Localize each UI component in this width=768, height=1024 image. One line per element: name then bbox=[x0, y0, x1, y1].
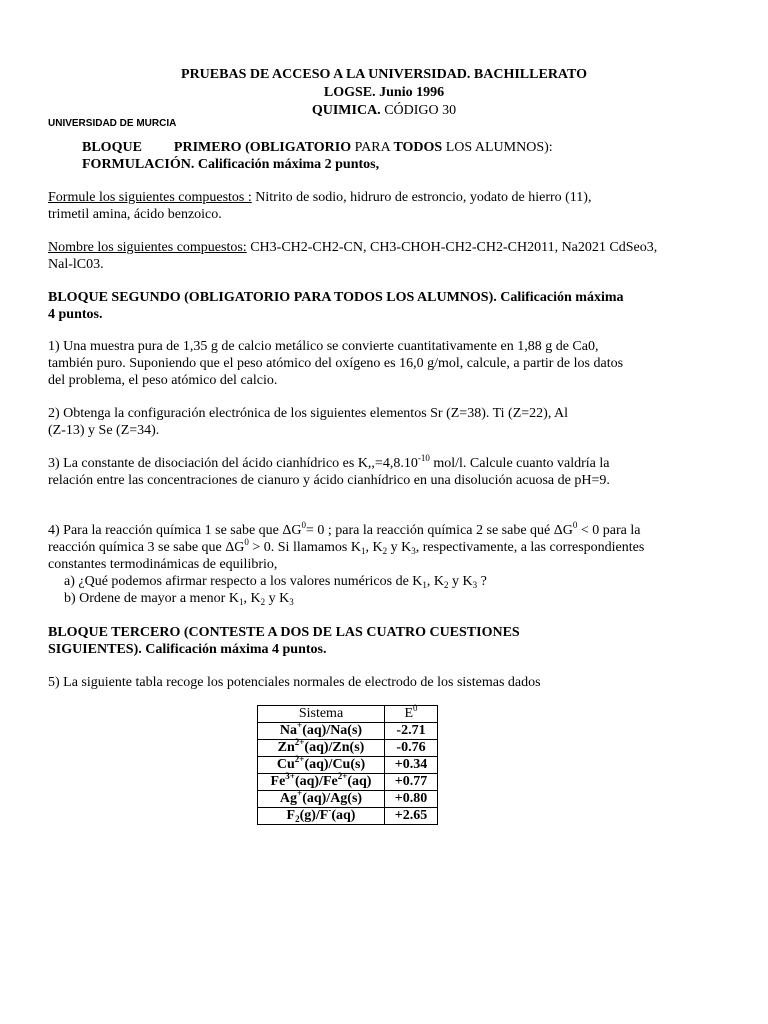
potential-cell: +0.80 bbox=[385, 791, 438, 808]
potential-cell: +2.65 bbox=[385, 808, 438, 825]
cell-part: F bbox=[286, 808, 296, 823]
q4-item-a bbox=[48, 573, 648, 590]
q4-sup-2: 0 bbox=[572, 520, 578, 530]
q4-b-3: y K bbox=[265, 591, 290, 606]
nombre-label: Nombre los siguientes compuestos: bbox=[48, 240, 247, 255]
bloque-tercero-heading: BLOQUE TERCERO (CONTESTE A DOS DE LAS CUATRO CUESTIONES SIGUIENTES). Calificación máxima 4 puntos. bbox=[48, 625, 520, 657]
cell-part: Na bbox=[279, 723, 298, 738]
cell-sup: + bbox=[297, 788, 303, 798]
q4-b-sub-1: 1 bbox=[238, 597, 244, 607]
question-2: 2) Obtenga la configuración electrónica de los siguientes elementos Sr (Z=38). Ti (Z=22), Al (Z-13) y Se (Z=34). bbox=[48, 406, 569, 438]
cell-sup: 2+ bbox=[294, 737, 305, 747]
q4-t2: = 0 ; para la reacción química 2 se sabe qué ΔG bbox=[306, 523, 573, 538]
cell-part: Ag bbox=[279, 791, 298, 806]
q4-a-2: , K bbox=[426, 574, 445, 589]
university-name: UNIVERSIDAD DE MURCIA bbox=[48, 118, 177, 129]
header-e-letter: E bbox=[404, 706, 414, 721]
cell-sup: - bbox=[328, 805, 332, 815]
header-code: CÓDIGO 30 bbox=[380, 103, 457, 118]
header-sistema: Sistema bbox=[258, 706, 385, 723]
bloque1-word-3: PARA bbox=[351, 140, 394, 155]
cell-part: (aq)/Cu(s) bbox=[304, 757, 366, 772]
q3-exponent: -10 bbox=[417, 453, 430, 463]
q4-t7: , respectivamente, a las correspondientes constantes termodinámicas de equilibrio, bbox=[48, 540, 645, 572]
cell-part: Cu bbox=[276, 757, 295, 772]
q4-t6: y K bbox=[387, 540, 412, 555]
q4-t5: , K bbox=[365, 540, 383, 555]
cell-part: (aq)/Fe bbox=[294, 774, 338, 789]
q4-t4: > 0. Si llamamos K bbox=[248, 540, 361, 555]
question-4 bbox=[48, 522, 648, 607]
potential-cell: +0.77 bbox=[385, 774, 438, 791]
q4-a-sub-1: 1 bbox=[422, 580, 427, 590]
sistema-cell bbox=[258, 737, 385, 757]
cell-part: (g)/F bbox=[299, 808, 329, 823]
bloque1-word-4: TODOS bbox=[393, 140, 443, 155]
nombre-paragraph bbox=[48, 239, 658, 273]
sistema-cell bbox=[258, 805, 385, 825]
potential-cell: +0.34 bbox=[385, 757, 438, 774]
question-1: 1) Una muestra pura de 1,35 g de calcio metálico se convierte cuantitativamente en 1,88 g de Ca0, también puro. Suponiendo que el peso atómico del oxígeno es 16,0 g/mol, calcule, a partir de los datos del problema, el peso atómico del calcio. bbox=[48, 339, 624, 388]
table-header-row bbox=[258, 706, 438, 723]
sistema-cell bbox=[258, 720, 385, 740]
formule-label: Formule los siguientes compuestos : bbox=[48, 190, 252, 205]
q4-item-b bbox=[48, 590, 648, 607]
header-line-2: LOGSE. Junio 1996 bbox=[323, 85, 445, 100]
cell-sup: 2+ bbox=[294, 754, 305, 764]
header-line-1: PRUEBAS DE ACCESO A LA UNIVERSIDAD. BACHILLERATO bbox=[181, 67, 587, 82]
q4-a-4: ? bbox=[477, 574, 487, 589]
q4-sub-1: 1 bbox=[361, 546, 366, 556]
cell-part: Zn bbox=[277, 740, 295, 755]
q4-b-sub-3: 3 bbox=[289, 597, 294, 607]
q4-sup-3: 0 bbox=[244, 537, 249, 547]
q4-b-1: b) Ordene de mayor a menor K bbox=[64, 591, 239, 606]
table-row bbox=[258, 723, 438, 740]
q4-sub-2: 2 bbox=[382, 546, 388, 556]
cell-part: Fe bbox=[270, 774, 286, 789]
question-5: 5) La siguiente tabla recoge los potenciales normales de electrodo de los sistemas dados bbox=[48, 675, 541, 690]
bloque1-line-2: FORMULACIÓN. Calificación máxima 2 puntos, bbox=[82, 157, 380, 172]
table-row bbox=[258, 808, 438, 825]
q4-t3: < 0 para la reacción química 3 se sabe que ΔG bbox=[48, 523, 641, 555]
cell-part: (aq)/Na(s) bbox=[302, 723, 363, 738]
q4-sub-3: 3 bbox=[411, 546, 416, 556]
cell-part: (aq)/Ag(s) bbox=[302, 791, 363, 806]
cell-part: (aq) bbox=[331, 808, 356, 823]
nombre-text: CH3-CH2-CH2-CN, CH3-CHOH-CH2-CH2-CH2011, Na2021 CdSeo3, Nal-lC03. bbox=[48, 240, 658, 272]
q4-a-1: a) ¿Qué podemos afirmar respecto a los valores numéricos de K bbox=[64, 574, 423, 589]
formule-paragraph bbox=[48, 189, 628, 223]
bloque1-word-5: LOS ALUMNOS): bbox=[442, 140, 553, 155]
q4-b-sub-2: 2 bbox=[260, 597, 266, 607]
q4-sup-1: 0 bbox=[301, 520, 307, 530]
q3-text-1: 3) La constante de disociación del ácido cianhídrico es K,,=4,8.10 bbox=[48, 456, 418, 471]
q4-a-sub-2: 2 bbox=[444, 580, 449, 590]
table-row bbox=[258, 774, 438, 791]
header-e-sup: 0 bbox=[413, 703, 418, 713]
cell-part: (aq)/Zn(s) bbox=[304, 740, 365, 755]
sistema-cell bbox=[258, 754, 385, 774]
sistema-cell bbox=[258, 771, 385, 791]
header-e bbox=[385, 703, 438, 723]
exam-header bbox=[48, 66, 720, 120]
q4-b-2: , K bbox=[243, 591, 261, 606]
potential-cell: -0.76 bbox=[385, 740, 438, 757]
question-3 bbox=[48, 455, 638, 489]
formule-text: Nitrito de sodio, hidruro de estroncio, yodato de hierro (11), trimetil amina, ácido benzoico. bbox=[48, 190, 592, 222]
potential-cell: -2.71 bbox=[385, 723, 438, 740]
cell-sup: 3+ bbox=[285, 771, 295, 781]
cell-sup: + bbox=[297, 720, 303, 730]
q3-text-2: mol/l. Calcule cuanto valdría la relación entre las concentraciones de cianuro y ácido cianhídrico en una disolución acuosa de pH=9. bbox=[48, 456, 610, 488]
sistema-cell bbox=[258, 788, 385, 808]
cell-part: (aq) bbox=[347, 774, 372, 789]
bloque1-word-2: PRIMERO (OBLIGATORIO bbox=[173, 140, 352, 155]
cell-sub: 2 bbox=[295, 814, 300, 824]
q4-t1: 4) Para la reacción química 1 se sabe que ΔG bbox=[48, 523, 302, 538]
q4-a-sub-3: 3 bbox=[472, 580, 478, 590]
cell-sup: 2+ bbox=[337, 771, 348, 781]
bloque1-word-1: BLOQUE bbox=[82, 140, 142, 155]
bloque-segundo-heading: BLOQUE SEGUNDO (OBLIGATORIO PARA TODOS LOS ALUMNOS). Calificación máxima 4 puntos. bbox=[48, 290, 624, 322]
table-row bbox=[258, 740, 438, 757]
bloque-primero-heading bbox=[82, 139, 702, 173]
q4-statement bbox=[48, 522, 648, 573]
table-row bbox=[258, 791, 438, 808]
electrode-potentials-table bbox=[257, 705, 438, 825]
header-subject: QUIMICA. bbox=[311, 103, 381, 118]
q4-a-3: y K bbox=[448, 574, 473, 589]
